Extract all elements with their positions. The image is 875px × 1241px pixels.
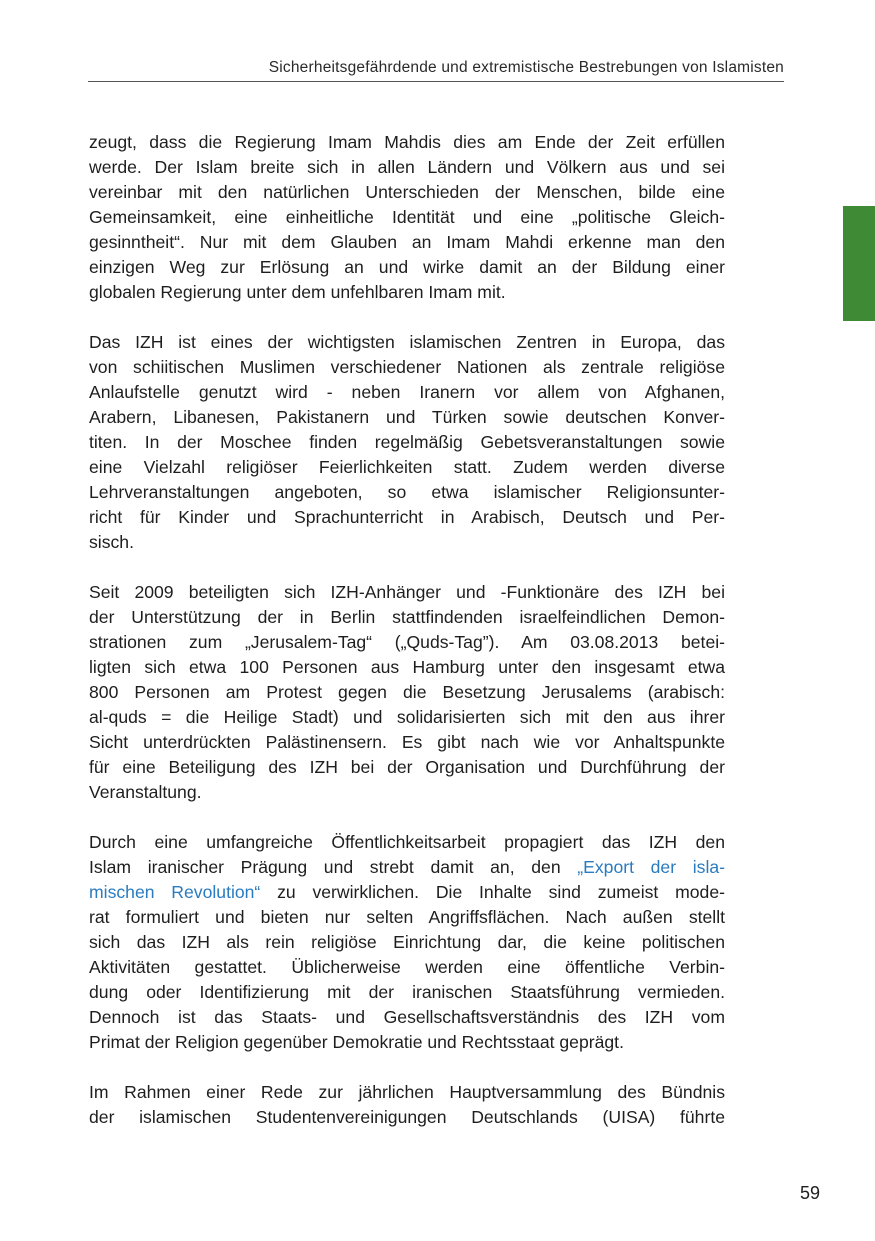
text-line [89,855,725,880]
text-line: Lehrveranstaltungen angeboten, so etwa islamischer Religionsunter- [89,482,725,502]
text-line: Durch eine umfangreiche Öffentlichkeitsarbeit propagiert das IZH den [89,832,725,852]
paragraph-4 [89,830,725,1055]
text-line: einzigen Weg zur Erlösung an und wirke damit an der Bildung einer [89,257,725,277]
text-line: strationen zum „Jerusalem-Tag“ („Quds-Tag”). Am 03.08.2013 betei- [89,632,725,652]
page-number: 59 [799,1183,820,1203]
paragraph-2 [89,330,725,555]
text-line: Veranstaltung. [89,782,202,802]
text-line: Im Rahmen einer Rede zur jährlichen Hauptversammlung des Bündnis [89,1082,725,1102]
text-line: Aktivitäten gestattet. Üblicherweise werden eine öffentliche Verbin- [89,957,725,977]
paragraph-3 [89,580,725,805]
text-line: eine Vielzahl religiöser Feierlichkeiten statt. Zudem werden diverse [89,457,725,477]
text-line [89,880,725,905]
text-line: dung oder Identifizierung mit der iranischen Staatsführung vermieden. [89,982,725,1002]
text-line: Sicht unterdrückten Palästinensern. Es gibt nach wie vor Anhaltspunkte [89,732,725,752]
text-fragment: zu verwirklichen. Die Inhalte sind zumeist mode- [260,882,725,902]
text-line: 800 Personen am Protest gegen die Besetzung Jerusalems (arabisch: [89,682,725,702]
export-revolution-link[interactable]: „Export der isla- [577,857,725,877]
text-line: Gemeinsamkeit, eine einheitliche Identität und eine „politische Gleich- [89,207,725,227]
text-line: Arabern, Libanesen, Pakistanern und Türken sowie deutschen Konver- [89,407,725,427]
text-line: sisch. [89,532,134,552]
text-line: Seit 2009 beteiligten sich IZH-Anhänger und -Funktionäre des IZH bei [89,582,725,602]
text-line: Das IZH ist eines der wichtigsten islamischen Zentren in Europa, das [89,332,725,352]
body-text [89,130,725,1155]
text-line: von schiitischen Muslimen verschiedener Nationen als zentrale religiöse [89,357,725,377]
text-line: gesinntheit“. Nur mit dem Glauben an Imam Mahdi erkenne man den [89,232,725,252]
chapter-side-tab [843,206,875,321]
text-line: der islamischen Studentenvereinigungen Deutschlands (UISA) führte [89,1107,725,1127]
text-line: werde. Der Islam breite sich in allen Ländern und Völkern aus und sei [89,157,725,177]
text-line: ligten sich etwa 100 Personen aus Hamburg unter den insgesamt etwa [89,657,725,677]
text-line: der Unterstützung der in Berlin stattfindenden israelfeindlichen Demon- [89,607,725,627]
paragraph-5 [89,1080,725,1130]
text-line: Primat der Religion gegenüber Demokratie und Rechtsstaat geprägt. [89,1032,624,1052]
running-header-title: Sicherheitsgefährdende und extremistische Bestrebungen von Islamisten [268,59,784,76]
text-line: vereinbar mit den natürlichen Unterschieden der Menschen, bilde eine [89,182,725,202]
text-line: globalen Regierung unter dem unfehlbaren Imam mit. [89,282,506,302]
text-line: zeugt, dass die Regierung Imam Mahdis dies am Ende der Zeit erfüllen [89,132,725,152]
text-line: rat formuliert und bieten nur selten Angriffsflächen. Nach außen stellt [89,907,725,927]
text-fragment: Islam iranischer Prägung und strebt damit an, den [89,857,578,877]
text-line: al-quds = die Heilige Stadt) und solidarisierten sich mit den aus ihrer [89,707,725,727]
text-line: Dennoch ist das Staats- und Gesellschaftsverständnis des IZH vom [89,1007,725,1027]
text-line: sich das IZH als rein religiöse Einrichtung dar, die keine politischen [89,932,725,952]
text-line: richt für Kinder und Sprachunterricht in Arabisch, Deutsch und Per- [89,507,725,527]
header-rule [88,81,784,82]
text-line: titen. In der Moschee finden regelmäßig Gebetsveranstaltungen sowie [89,432,725,452]
text-line: für eine Beteiligung des IZH bei der Organisation und Durchführung der [89,757,725,777]
text-line: Anlaufstelle genutzt wird - neben Iranern vor allem von Afghanen, [89,382,725,402]
export-revolution-link-continued[interactable]: mischen Revolution“ [89,882,261,902]
paragraph-1 [89,130,725,305]
